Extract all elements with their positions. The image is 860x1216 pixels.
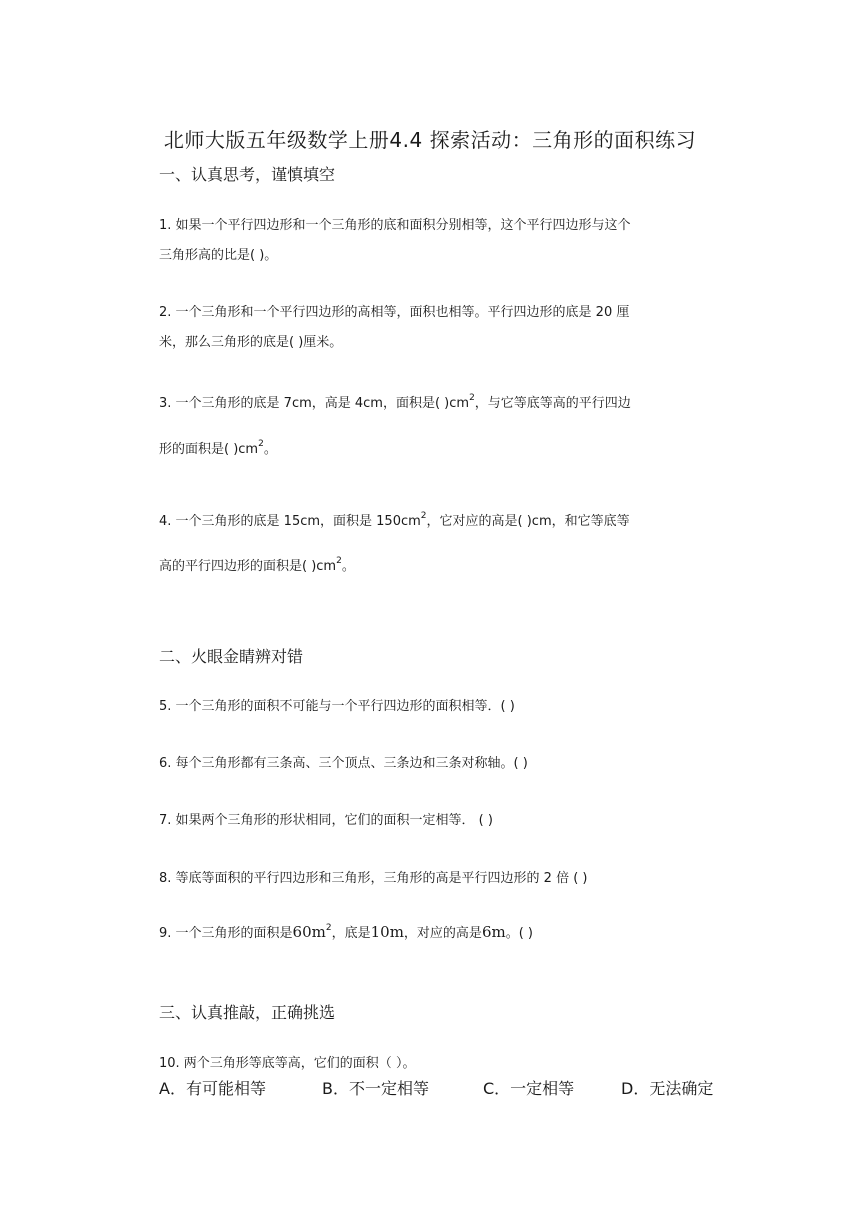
question-6: 6. 每个三角形都有三条高、三个顶点、三条边和三条对称轴。( ) <box>159 756 528 771</box>
option-b: B．不一定相等 <box>322 1079 429 1098</box>
height-value: 6m <box>481 923 506 941</box>
section-heading-multiple-choice: 三、认真推敲，正确挑选 <box>159 1003 336 1022</box>
superscript-2: 2 <box>469 392 475 403</box>
question-3-text-c: 形的面积是( )cm <box>159 442 259 457</box>
area-value: 60m <box>292 923 326 941</box>
question-3-line-2 <box>159 438 277 457</box>
option-a: A．有可能相等 <box>159 1079 266 1098</box>
question-1-line-2: 三角形高的比是( )。 <box>159 248 278 263</box>
question-3-text-d: 。 <box>263 442 277 457</box>
question-3-text-a: 3. 一个三角形的底是 7cm，高是 4cm，面积是( )cm <box>159 396 470 411</box>
question-4-text-d: 。 <box>341 559 355 574</box>
question-2-line-2: 米，那么三角形的底是( )厘米。 <box>159 335 343 350</box>
question-9-text-c: ，对应的高是 <box>403 926 482 941</box>
question-5: 5. 一个三角形的面积不可能与一个平行四边形的面积相等．( ) <box>159 699 515 714</box>
base-value: 10m <box>370 923 404 941</box>
question-7: 7. 如果两个三角形的形状相同，它们的面积一定相等． ( ) <box>159 813 493 828</box>
question-4-line-2 <box>159 555 355 574</box>
question-4-text-a: 4. 一个三角形的底是 15cm，面积是 150cm <box>159 514 421 529</box>
question-1-line-1: 1. 如果一个平行四边形和一个三角形的底和面积分别相等，这个平行四边形与这个 <box>159 218 631 233</box>
question-9-text-a: 9. 一个三角形的面积是 <box>159 926 293 941</box>
option-c: C．一定相等 <box>483 1079 575 1098</box>
superscript-2: 2 <box>336 555 342 566</box>
question-4-text-b: ，它对应的高是( )cm，和它等底等 <box>426 514 630 529</box>
question-9-text-b: ，底是 <box>331 926 371 941</box>
question-4-text-c: 高的平行四边形的面积是( )cm <box>159 559 337 574</box>
question-10: 10. 两个三角形等底等高，它们的面积（ ）。 <box>159 1056 416 1071</box>
superscript-2: 2 <box>258 438 264 449</box>
section-heading-fill-in: 一、认真思考，谨慎填空 <box>159 165 336 184</box>
question-9-text-d: 。( ) <box>505 926 533 941</box>
option-d: D．无法确定 <box>621 1079 714 1098</box>
question-2-line-1: 2. 一个三角形和一个平行四边形的高相等，面积也相等。平行四边形的底是 20 厘 <box>159 305 630 320</box>
superscript-2: 2 <box>420 510 427 521</box>
page-title: 北师大版五年级数学上册4.4 探索活动：三角形的面积练习 <box>163 128 697 152</box>
question-8: 8. 等底等面积的平行四边形和三角形，三角形的高是平行四边形的 2 倍 ( ) <box>159 871 588 886</box>
question-4-line-1 <box>159 510 630 529</box>
superscript-2: 2 <box>325 922 332 933</box>
question-9 <box>159 922 533 941</box>
section-heading-true-false: 二、火眼金睛辨对错 <box>159 647 304 666</box>
question-3-text-b: ，与它等底等高的平行四边 <box>474 396 631 411</box>
question-3-line-1 <box>159 392 631 411</box>
